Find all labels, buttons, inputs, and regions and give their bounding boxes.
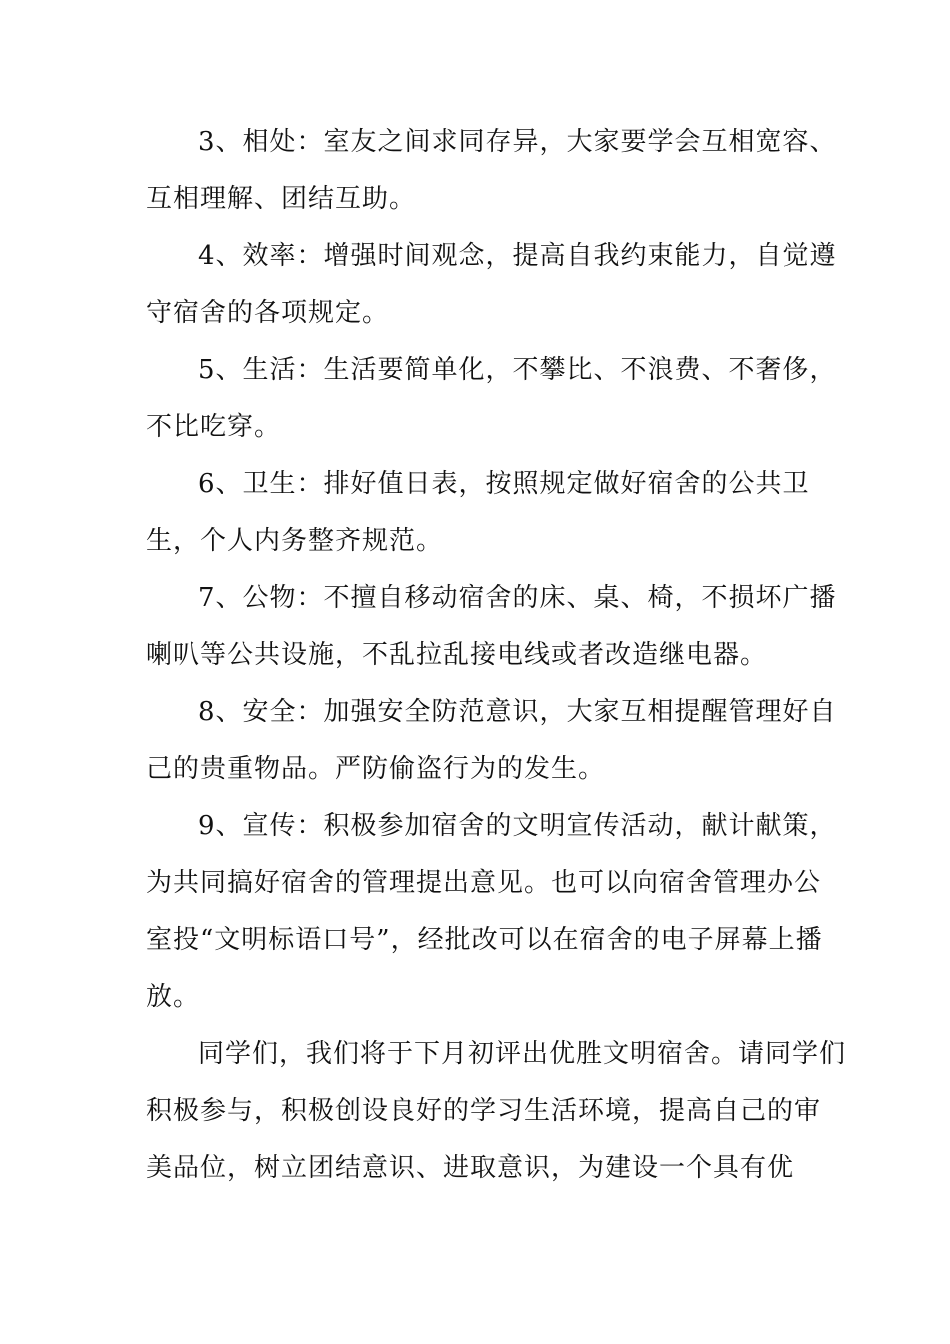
document-body xyxy=(146,114,846,1197)
paragraph-rule-5: 5、生活：生活要简单化，不攀比、不浪费、不奢侈，不比吃穿。 xyxy=(146,355,837,442)
paragraph-rule-8: 8、安全：加强安全防范意识，大家互相提醒管理好自己的贵重物品。严防偷盗行为的发生。 xyxy=(146,697,837,784)
paragraph-rule-9: 9、宣传：积极参加宿舍的文明宣传活动，献计献策，为共同搞好宿舍的管理提出意见。也可以向宿舍管理办公室投“文明标语口号”，经批改可以在宿舍的电子屏幕上播放。 xyxy=(146,811,837,1012)
paragraph-rule-3: 3、相处：室友之间求同存异，大家要学会互相宽容、互相理解、团结互助。 xyxy=(146,127,837,214)
paragraph-rule-4: 4、效率：增强时间观念，提高自我约束能力，自觉遵守宿舍的各项规定。 xyxy=(146,241,837,328)
paragraph-rule-6: 6、卫生：排好值日表，按照规定做好宿舍的公共卫生，个人内务整齐规范。 xyxy=(146,469,810,556)
paragraph-rule-7: 7、公物：不擅自移动宿舍的床、桌、椅，不损坏广播喇叭等公共设施，不乱拉乱接电线或者改造继电器。 xyxy=(146,583,837,670)
paragraph-closing: 同学们，我们将于下月初评出优胜文明宿舍。请同学们积极参与，积极创设良好的学习生活环境，提高自己的审美品位，树立团结意识、进取意识，为建设一个具有优 xyxy=(146,1039,847,1183)
